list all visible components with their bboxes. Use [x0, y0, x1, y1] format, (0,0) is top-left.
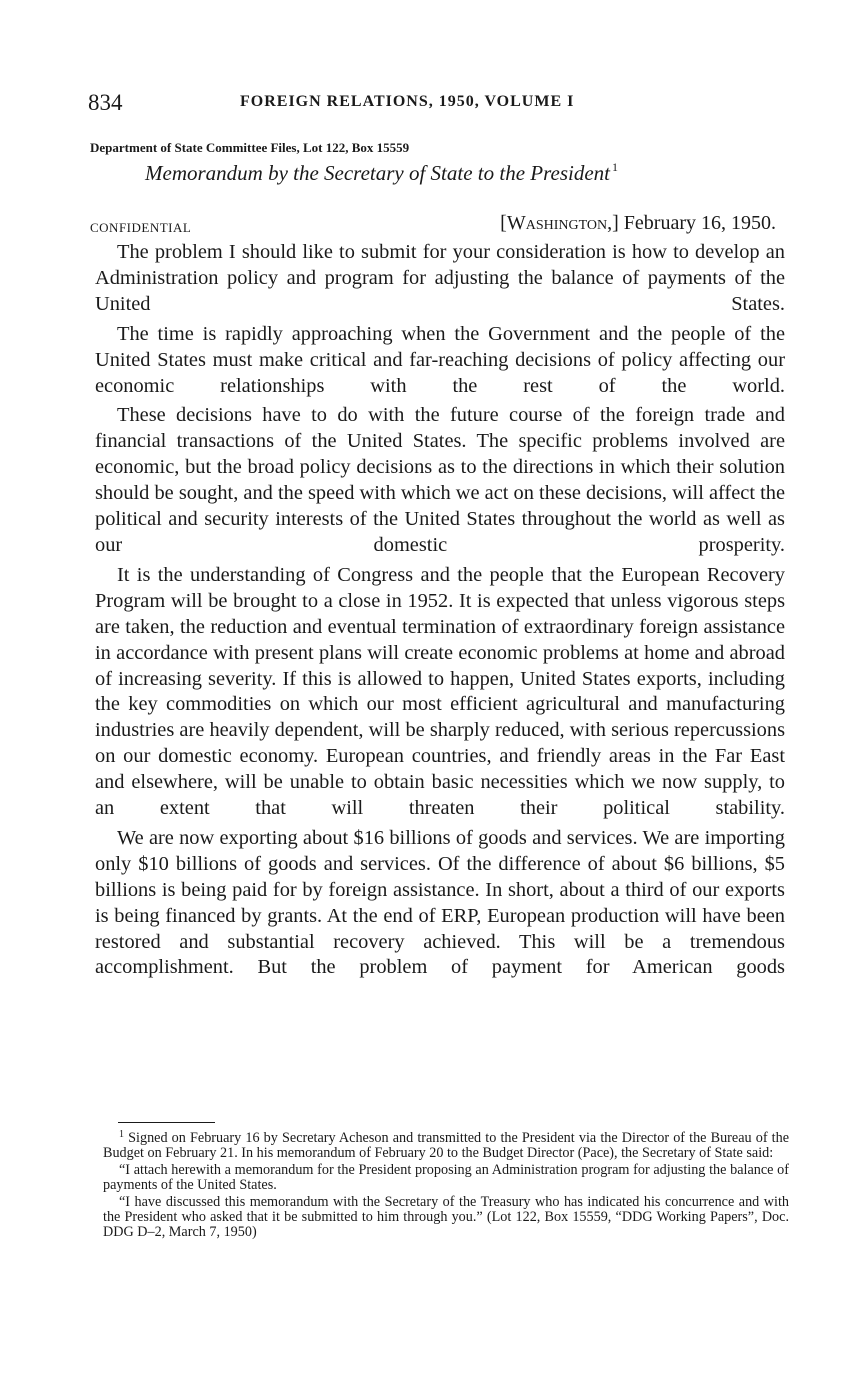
date-text: February 16, 1950.	[623, 212, 776, 234]
body-paragraph: It is the understanding of Congress and the people that the European Recovery Program will be brought to a close in 1952. It is expected that unless vigorous steps are taken, the reduction and eventual termination of extraordinary foreign assistance in accordance with present plans will create economic problems at home and abroad of increasing severity. If this is allowed to happen, United States exports, including the key commodities on which our most efficient agricultural and manufacturing industries are heavily dependent, will be sharply reduced, with serious repercussions on our domestic economy. European countries, and friendly areas in the Far East and elsewhere, will be unable to obtain basic necessities which we now supply, to an extent that will threaten their political stability.	[95, 563, 785, 820]
footnote-text: “I attach herewith a memorandum for the President proposing an Administration program for adjusting the balance of payments of the United States.	[103, 1161, 789, 1194]
document-title-text: Memorandum by the Secretary of State to the President	[145, 161, 610, 185]
place-bracket-open: [	[500, 212, 507, 234]
footnote-1	[103, 1127, 789, 1162]
footnote-text: Signed on February 16 by Secretary Acheson and transmitted to the President via the Director of the Bureau of the Budget on February 21. In his memorandum of February 20 to the Budget Director (Pace), the Secretary of State said:	[103, 1130, 790, 1162]
place-name: Washington	[506, 212, 608, 234]
body-paragraph: These decisions have to do with the future course of the foreign trade and financial transactions of the United States. The specific problems involved are economic, but the broad policy decisions as to the directions in which their solution should be sought, and the speed with which we act on these decisions, will affect the political and security interests of the United States throughout the world as well as our domestic prosperity.	[95, 404, 785, 556]
body-paragraph: The problem I should like to submit for your consideration is how to develop an Administration policy and program for adjusting the balance of payments of the United States.	[95, 241, 785, 315]
footnote-quote	[103, 1195, 789, 1241]
footnotes	[103, 1127, 789, 1242]
page-header	[88, 90, 778, 120]
classification-label: CONFIDENTIAL	[90, 220, 192, 235]
source-citation: Department of State Committee Files, Lot 122, Box 15559	[90, 140, 410, 155]
running-head: FOREIGN RELATIONS, 1950, VOLUME I	[240, 93, 575, 110]
memo-body	[95, 240, 785, 985]
dateline	[90, 212, 776, 238]
body-paragraph: We are now exporting about $16 billions of goods and services. We are importing only $10 billions of goods and services. Of the difference of about $6 billions, $5 billions is being paid for by foreign assistance. In short, about a third of our exports is being financed by grants. At the end of ERP, European production will have been restored and substantial recovery achieved. This will be a tremendous accomplishment. But the problem of payment for American goods	[95, 826, 785, 979]
document-title	[145, 160, 618, 186]
footnote-text: “I have discussed this memorandum with the Secretary of the Treasury who has indicated his concurrence and with the President who asked that it be submitted to him through you.” (Lot 122, Box 15559, “DDG Working Papers”, Doc. DDG D–2, March 7, 1950)	[103, 1193, 789, 1241]
footnote-marker: 1	[119, 1129, 124, 1140]
place-bracket-close: ,]	[607, 212, 619, 234]
footnote-quote	[103, 1163, 789, 1194]
title-footnote-marker[interactable]: 1	[612, 160, 618, 174]
footnote-divider	[118, 1122, 215, 1123]
body-paragraph: The time is rapidly approaching when the Government and the people of the United States must make critical and far-reaching decisions of policy affecting our economic relationships with the rest of the world.	[95, 322, 785, 397]
place-and-date	[500, 212, 776, 235]
page-number: 834	[88, 90, 123, 115]
